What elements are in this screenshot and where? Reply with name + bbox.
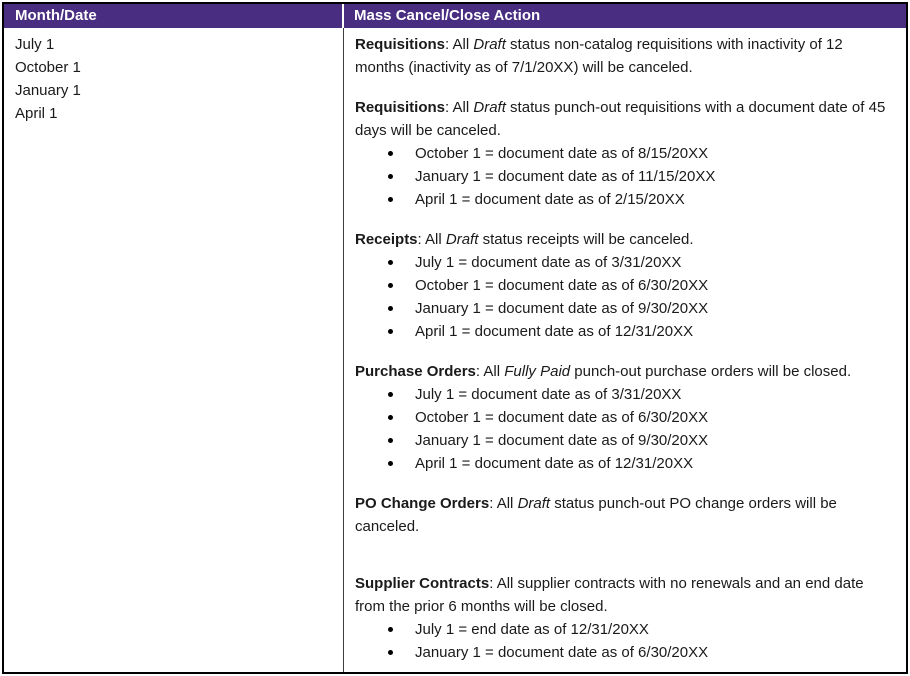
bullet-item [355, 406, 892, 429]
section-purchase-orders [355, 360, 892, 383]
section-text: punch-out purchase orders will be closed. [570, 363, 852, 380]
status-emphasis: Draft [445, 231, 479, 248]
table-body-row [4, 28, 906, 672]
bullet-icon [388, 329, 393, 334]
status-emphasis: Draft [473, 99, 506, 116]
bullet-text: April 1 = document date as of 12/31/20XX [415, 323, 694, 340]
section-text: status punch-out PO change orders will be canceled. [355, 495, 837, 535]
section-text: : All [445, 36, 474, 53]
section-requisitions-noncatalog [355, 33, 892, 79]
bullet-item [355, 251, 892, 274]
blank-line [355, 538, 892, 555]
section-text: status receipts will be canceled. [478, 231, 694, 248]
bullet-text: October 1 = document date as of 6/30/20XX [415, 277, 709, 294]
bullet-text: October 1 = document date as of 8/15/20XX [415, 145, 709, 162]
bullet-item [355, 641, 892, 664]
blank-line [355, 79, 892, 96]
bullet-text: January 1 = document date as of 9/30/20XX [415, 300, 709, 317]
bullet-text: January 1 = document date as of 6/30/20XX [415, 644, 709, 661]
month-date-entry: April 1 [15, 105, 58, 122]
section-title: Supplier Contracts [355, 575, 490, 592]
bullet-item [355, 188, 892, 211]
section-text: status non-catalog requisitions with inactivity of 12 months (inactivity as of 7/1/20XX) will be canceled. [355, 36, 843, 76]
section-text: status punch-out requisitions with a document date of 45 days will be canceled. [355, 99, 886, 139]
bullet-icon [388, 174, 393, 179]
column-header-mass-cancel-action: Mass Cancel/Close Action [354, 7, 541, 24]
bullet-item [355, 297, 892, 320]
section-supplier-contracts [355, 572, 892, 618]
bullet-item [355, 142, 892, 165]
bullet-item [355, 429, 892, 452]
bullet-item [355, 320, 892, 343]
bullet-icon [388, 151, 393, 156]
bullet-icon [388, 197, 393, 202]
section-title: Requisitions [355, 36, 446, 53]
section-text: : All [475, 363, 505, 380]
bullet-icon [388, 283, 393, 288]
bullet-text: January 1 = document date as of 9/30/20XX [415, 432, 709, 449]
status-emphasis: Draft [473, 36, 506, 53]
status-emphasis: Fully Paid [504, 363, 571, 380]
bullet-icon [388, 260, 393, 265]
bullet-text: July 1 = document date as of 3/31/20XX [415, 254, 682, 271]
blank-line [355, 211, 892, 228]
month-date-entry: January 1 [15, 82, 81, 99]
bullet-text: October 1 = document date as of 6/30/20XX [415, 409, 709, 426]
bullet-icon [388, 627, 393, 632]
bullet-item [355, 452, 892, 475]
section-text: : All supplier contracts with no renewals and an end date from the prior 6 months will be closed. [355, 575, 864, 615]
month-date-entry: October 1 [15, 59, 81, 76]
section-requisitions-punchout [355, 96, 892, 142]
section-title: PO Change Orders [355, 495, 490, 512]
bullet-icon [388, 650, 393, 655]
bullet-text: July 1 = document date as of 3/31/20XX [415, 386, 682, 403]
status-emphasis: Draft [517, 495, 551, 512]
bullet-text: January 1 = document date as of 11/15/20XX [415, 168, 716, 185]
bullet-item [355, 165, 892, 188]
section-text: : All [417, 231, 446, 248]
bullet-item [355, 618, 892, 641]
bullet-icon [388, 415, 393, 420]
month-date-entry: July 1 [15, 36, 55, 53]
bullet-icon [388, 306, 393, 311]
table-header-row [4, 4, 906, 28]
bullet-icon [388, 392, 393, 397]
bullet-icon [388, 438, 393, 443]
month-date-cell [4, 28, 344, 672]
blank-line [355, 475, 892, 492]
bullet-text: April 1 = document date as of 12/31/20XX [415, 455, 694, 472]
section-title: Purchase Orders [355, 363, 476, 380]
section-text: : All [489, 495, 518, 512]
column-header-month-date: Month/Date [4, 4, 344, 28]
mass-cancel-close-table [2, 2, 908, 674]
blank-line [355, 343, 892, 360]
bullet-text: July 1 = end date as of 12/31/20XX [415, 621, 649, 638]
action-cell [344, 28, 906, 672]
section-title: Receipts [355, 231, 418, 248]
bullet-text: April 1 = document date as of 2/15/20XX [415, 191, 685, 208]
section-text: : All [445, 99, 474, 116]
bullet-icon [388, 461, 393, 466]
blank-line [355, 555, 892, 572]
section-receipts [355, 228, 892, 251]
bullet-item [355, 383, 892, 406]
section-po-change-orders [355, 492, 892, 538]
bullet-item [355, 274, 892, 297]
section-title: Requisitions [355, 99, 446, 116]
